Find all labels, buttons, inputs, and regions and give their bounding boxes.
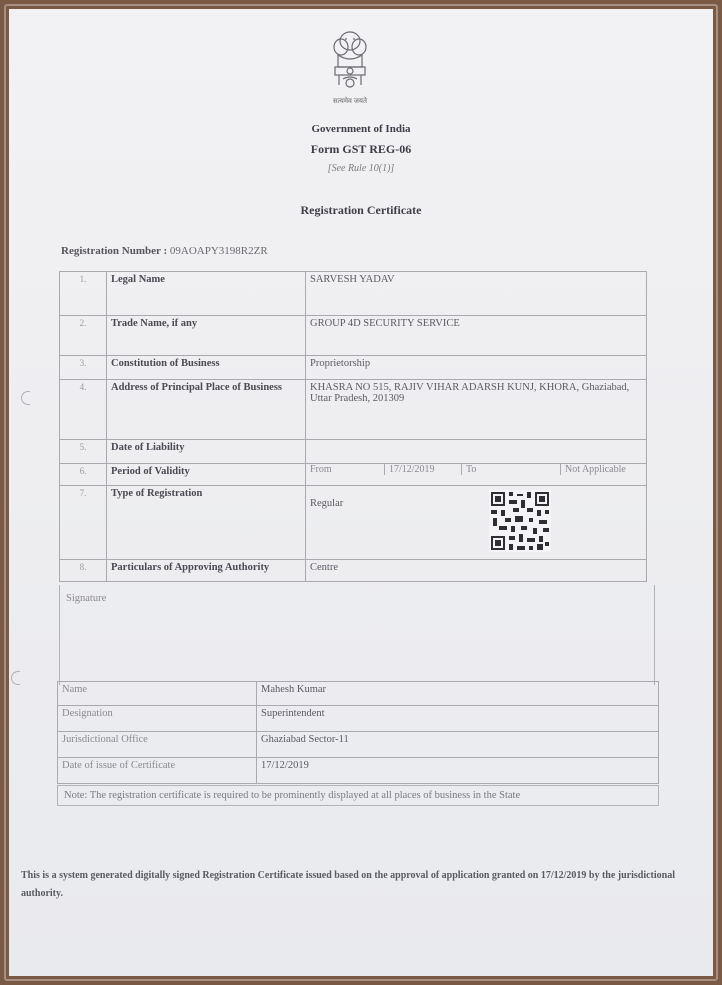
- punch-mark: [21, 391, 30, 405]
- signatory-name-value: Mahesh Kumar: [257, 682, 659, 706]
- signatory-field-label: Designation: [58, 706, 257, 732]
- table-row: [58, 732, 659, 758]
- signatory-designation-value: Superintendent: [257, 706, 659, 732]
- approving-authority-value: Centre: [306, 560, 647, 582]
- signature-area: [59, 585, 655, 685]
- signatory-field-label: Jurisdictional Office: [58, 732, 257, 758]
- row-label: Particulars of Approving Authority: [107, 560, 306, 582]
- legal-name-value: SARVESH YADAV: [306, 272, 647, 316]
- row-number: 5.: [60, 440, 107, 464]
- signatory-field-label: Name: [58, 682, 257, 706]
- form-heading: Form GST REG-06: [310, 142, 412, 156]
- liability-date-value: [306, 440, 647, 464]
- validity-cell: [306, 464, 647, 486]
- signatory-table: [57, 681, 659, 784]
- validity-to-label: To: [462, 464, 561, 475]
- emblem-motto: सत्यमेव जयते: [333, 97, 367, 105]
- table-row: [60, 380, 647, 440]
- signatory-office-value: Ghaziabad Sector-11: [257, 732, 659, 758]
- row-label: Constitution of Business: [107, 356, 306, 380]
- registration-type-cell: [306, 486, 647, 560]
- row-label: Trade Name, if any: [107, 316, 306, 356]
- validity-from-value: 17/12/2019: [385, 464, 462, 475]
- trade-name-value: GROUP 4D SECURITY SERVICE: [306, 316, 647, 356]
- table-row: [60, 486, 647, 560]
- constitution-value: Proprietorship: [306, 356, 647, 380]
- table-row: [60, 356, 647, 380]
- row-label: Legal Name: [107, 272, 306, 316]
- row-number: 7.: [60, 486, 107, 560]
- display-note: Note: The registration certificate is required to be prominently displayed at all places of business in the State: [57, 785, 659, 806]
- table-row: [60, 464, 647, 486]
- row-label: Period of Validity: [107, 464, 306, 486]
- validity-to-value: Not Applicable: [561, 464, 647, 475]
- certificate-page: [9, 9, 713, 976]
- validity-table: [306, 464, 646, 475]
- national-emblem-icon: [327, 27, 373, 101]
- issue-date-value: 17/12/2019: [257, 758, 659, 784]
- registration-number-label: Registration Number :: [61, 245, 168, 257]
- rule-reference: [See Rule 10(1)]: [327, 163, 395, 174]
- footer-statement: This is a system generated digitally signed Registration Certificate issued based on the approval of application granted on 17/12/2019 by the jurisdictional authority.: [21, 870, 675, 899]
- row-number: 3.: [60, 356, 107, 380]
- row-number: 4.: [60, 380, 107, 440]
- table-row: [60, 316, 647, 356]
- row-label: Date of Liability: [107, 440, 306, 464]
- registration-type-value: Regular: [310, 498, 344, 509]
- registration-number: [61, 245, 268, 257]
- row-label: Type of Registration: [107, 486, 306, 560]
- government-heading: Government of India: [311, 123, 411, 135]
- row-number: 1.: [60, 272, 107, 316]
- table-row: [60, 440, 647, 464]
- table-row: [58, 758, 659, 784]
- table-row: [58, 706, 659, 732]
- signatory-field-label: Date of issue of Certificate: [58, 758, 257, 784]
- row-number: 8.: [60, 560, 107, 582]
- row-number: 2.: [60, 316, 107, 356]
- row-number: 6.: [60, 464, 107, 486]
- validity-from-label: From: [310, 464, 332, 475]
- registration-number-value: 09AOAPY3198R2ZR: [169, 245, 268, 257]
- signature-label: Signature: [66, 593, 107, 604]
- table-row: [58, 682, 659, 706]
- table-row: [60, 560, 647, 582]
- address-value: KHASRA NO 515, RAJIV VIHAR ADARSH KUNJ, KHORA, Ghaziabad, Uttar Pradesh, 201309: [306, 380, 647, 440]
- details-table: [59, 271, 647, 582]
- row-label: Address of Principal Place of Business: [107, 380, 306, 440]
- table-row: [60, 272, 647, 316]
- certificate-title: Registration Certificate: [300, 203, 422, 217]
- qr-code-icon: [489, 490, 551, 552]
- punch-mark: [11, 671, 20, 685]
